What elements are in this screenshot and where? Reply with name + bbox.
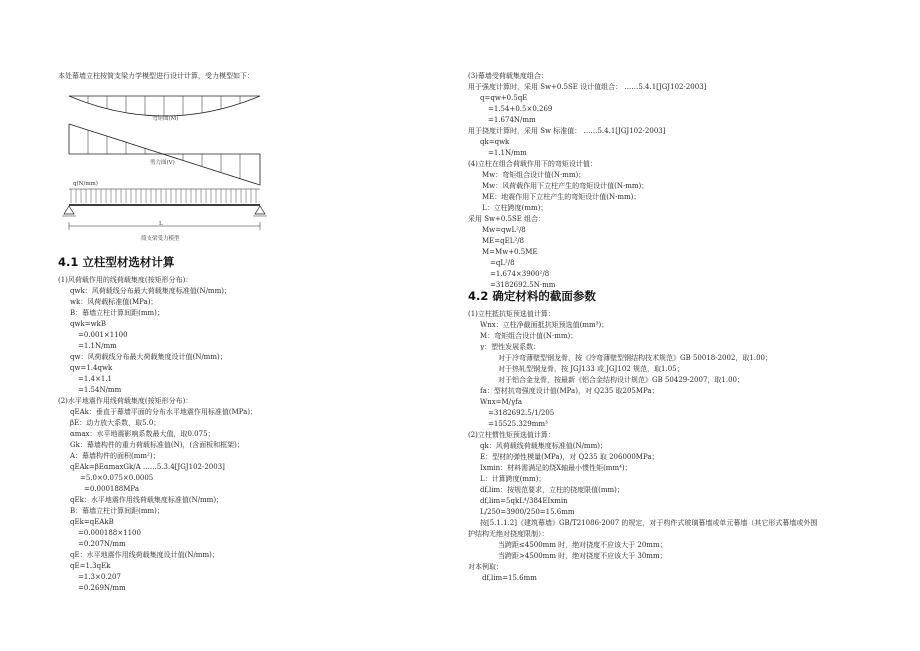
text-line: =1.1N/mm [78,342,117,350]
text-line: =1.4×1.1 [78,375,112,383]
text-line: qE：水平地震作用线荷载集度设计值(N/mm)； [70,551,219,559]
text-line: =15525.329mm³ [488,420,548,428]
text-line: 采用 Sw+0.5SE 组合： [468,215,546,223]
text-line: 当跨距≤4500mm 时，绝对挠度不应该大于 20mm； [498,541,667,549]
text-line: qk=qwk [480,138,510,146]
text-line: L：立柱跨度(mm)； [482,204,548,212]
text-line: qw：风荷载线分布最大荷载集度设计值(N/mm)； [70,353,227,361]
text-line: ME：地震作用下立柱产生的弯矩设计值(N·mm)； [482,193,641,201]
text-line: 用于强度计算时，采用 Sw+0.5SE 设计值组合： ……5.4.1[JGJ102-2003] [468,83,707,91]
text-line: qE=1.3qEk [70,562,111,570]
text-line: Gk：幕墙构件的重力荷载标准值(N)，(含面板和框架)； [70,441,244,449]
left-support [64,206,74,214]
text-line: 对于冷弯薄壁型钢龙骨，按《冷弯薄壁型钢结构技术规范》GB 50018-2002，取1.00； [498,354,772,362]
text-line: qEk：水平地震作用线荷载集度标准值(N/mm)； [70,496,224,504]
text-line: q=qw+0.5qE [480,94,528,102]
text-line: =qL²/8 [490,259,515,267]
text-line: B：幕墙立柱计算间距(mm)； [70,507,164,515]
text-line: (4)立柱在组合荷载作用下的弯矩设计值： [468,160,597,168]
text-line: =0.269N/mm [78,584,126,592]
beam-diagrams [62,84,282,259]
text-line: Mw：风荷载作用下立柱产生的弯矩设计值(N·mm)； [482,182,649,190]
text-line: =1.54N/mm [78,386,122,394]
text-line: βE：动力放大系数，取5.0； [70,419,161,427]
section-4-2-title: 4.2 确定材料的截面参数 [468,289,596,303]
text-line: 按[5.1.1.2]《建筑幕墙》GB/T21086-2007 的规定，对于构件式玻璃幕墙或单元幕墙（其它形式幕墙或外围 [480,519,818,527]
shear-label: 剪力图(V) [150,160,175,166]
text-line: =1.1N/mm [488,149,527,157]
text-line: qwk=wkB [70,320,106,328]
text-line: =1.3×0.207 [78,573,121,581]
text-line: =1.674N/mm [488,116,536,124]
text-line: =0.000188MPa [84,485,140,493]
text-line: 对本例取： [468,563,503,571]
text-line: Mw=qwL²/8 [482,226,526,234]
text-line: B：幕墙立柱计算间距(mm)； [70,309,164,317]
text-line: L/250=3900/250=15.6mm [480,508,575,516]
text-line: 对于热轧型钢龙骨，按 JGJ133 或 JGJ102 规范，取1.05； [498,365,684,373]
text-line: 对于铝合金龙骨，按最新《铝合金结构设计规范》GB 50429-2007，取1.00； [498,376,744,384]
text-line: df,lim=5qkL⁴/384EIxmin [480,497,568,505]
text-line: (1)风荷载作用的线荷载集度(按矩形分布)： [58,276,193,284]
text-line: =0.207N/mm [78,540,126,548]
bending-label: 弯矩图(M) [152,116,179,122]
text-line: 当跨距>4500mm 时，绝对挠度不应该大于 30mm； [498,552,667,560]
text-line: 护结构无绝对挠度限制）： [468,530,549,538]
text-line: M：弯矩组合设计值(N·mm)； [480,332,578,340]
text-line: =0.000188×1100 [78,529,141,537]
section-4-1-title: 4.1 立柱型材选材计算 [58,255,175,269]
text-line: L：计算跨度(mm)； [480,475,546,483]
text-line: ME=qEL²/8 [482,237,524,245]
shear-diagram [69,124,260,185]
text-line: E：型材的弹性模量(MPa)，对 Q235 取 206000MPa； [480,453,659,461]
text-line: (2)水平地震作用线荷载集度(按矩形分布)： [58,397,193,405]
text-line: qwk：风荷载线分布最大荷载集度标准值(N/mm)； [70,287,231,295]
text-line: Ixmin：材料需满足的绕X轴最小惯性矩(mm⁴)； [480,464,632,472]
text-line: Wnx：立柱净截面抵抗矩预选值(mm³)； [480,321,609,329]
text-line: wk：风荷载标准值(MPa)； [70,298,158,306]
text-line: qEk=qEAkB [70,518,114,526]
text-line: df,lim=15.6mm [482,574,537,582]
text-line: A：幕墙构件的面积(mm²)； [70,452,160,460]
text-line: =1.674×3900²/8 [490,270,550,278]
text-line: (1)立柱抵抗矩预选值计算： [468,310,555,318]
text-line: qEAk=βEαmaxGk/A ……5.3.4[JGJ102-2003] [70,463,225,471]
text-line: =3182692.5N·mm [490,281,556,289]
text-line: qk：风荷载线荷载集度标准值(N/mm)； [480,442,607,450]
text-line: =3182692.5/1/205 [488,409,555,417]
text-line: =0.001×1100 [78,331,128,339]
intro-text: 本处幕墙立柱按简支梁力学模型进行设计计算，受力模型如下： [58,72,254,80]
load-label: q(N/mm) [73,181,98,187]
text-line: (2)立柱惯性矩预选值计算： [468,431,555,439]
right-support [255,206,265,214]
text-line: qw=1.4qwk [70,364,113,372]
text-line: fa：型材抗弯强度设计值(MPa)，对 Q235 取205MPa； [480,387,659,395]
text-line: qEAk：垂直于幕墙平面的分布水平地震作用标准值(MPa)； [70,408,258,416]
model-label: 简支梁受力模型 [141,236,180,242]
text-line: =1.54+0.5×0.269 [488,105,553,113]
text-line: 用于挠度计算时，采用 Sw 标准值： ……5.4.1[JGJ102-2003] [468,127,666,135]
span-label: L [159,221,163,227]
text-line: γ：塑性发展系数： [480,343,541,351]
text-line: df,lim：按规范要求，立柱的挠度限值(mm)； [480,486,624,494]
text-line: Wnx=M/γfa [480,398,522,406]
bending-curve [69,96,260,116]
text-line: M=Mw+0.5ME [482,248,538,256]
text-line: Mw：弯矩组合设计值(N·mm)； [482,171,586,179]
text-line: =5.0×0.075×0.0005 [80,474,154,482]
text-line: (3)幕墙受荷载集度组合： [468,72,548,80]
text-line: αmax：水平地震影响系数最大值，取0.075； [70,430,215,438]
